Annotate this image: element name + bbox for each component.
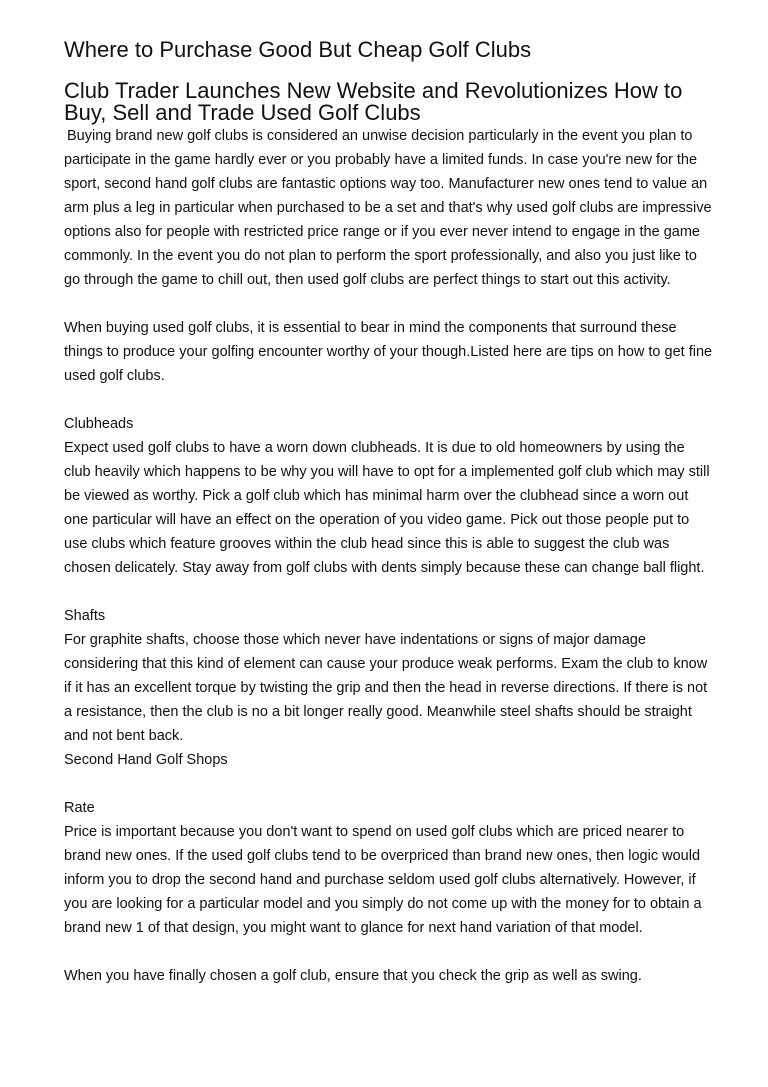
intro-paragraph: Buying brand new golf clubs is considered an unwise decision particularly in the event you plan to participate in the game hardly ever or you probably have a limited funds. In case you're new for the sport, second hand golf clubs are fantastic options way too. Manufacturer new ones tend to value an arm plus a leg in particular when purchased to be a set and that's why used golf clubs are impressive options also for people with restricted price range or if you ever never intend to engage in the game commonly. In the event you do not plan to perform the sport professionally, and also you just like to go through the game to chill out, then used golf clubs are perfect things to start out this activity. (64, 128, 712, 288)
document-body (64, 36, 714, 988)
shafts-paragraph: For graphite shafts, choose those which never have indentations or signs of major damage considering that this kind of element can cause your produce weak performs. Exam the club to know if it has an excellent torque by twisting the grip and then the head in reverse directions. If there is not a resistance, then the club is no a bit longer really good. Meanwhile steel shafts should be straight and not bent back. (64, 632, 708, 744)
clubheads-paragraph: Expect used golf clubs to have a worn down clubheads. It is due to old homeowners by using the club heavily which happens to be why you will have to opt for a implemented golf club which may still be viewed as worthy. Pick a golf club which has minimal harm over the clubhead since a worn out one particular will have an effect on the operation of you video game. Pick out those people put to use clubs which feature grooves within the club head since this is able to suggest the club was chosen delicately. Stay away from golf clubs with dents simply because these can change ball flight. (64, 440, 710, 576)
second-hand-shops-line: Second Hand Golf Shops (64, 752, 228, 768)
shafts-heading: Shafts (64, 608, 106, 624)
closing-paragraph: When you have finally chosen a golf club, ensure that you check the grip as well as swing. (64, 968, 642, 984)
article-headline: Club Trader Launches New Website and Revolutionizes How to Buy, Sell and Trade Used Golf Clubs (64, 78, 683, 125)
rate-paragraph: Price is important because you don't want to spend on used golf clubs which are priced nearer to brand new ones. If the used golf clubs tend to be overpriced than brand new ones, then logic would inform you to drop the second hand and purchase seldom used golf clubs alternatively. However, if you are looking for a particular model and you simply do not come up with the money for to obtain a brand new 1 of that design, you might want to glance for next hand variation of that model. (64, 824, 702, 936)
document-title: Where to Purchase Good But Cheap Golf Clubs (64, 37, 532, 62)
clubheads-heading: Clubheads (64, 416, 134, 432)
tips-intro-paragraph: When buying used golf clubs, it is essential to bear in mind the components that surround these things to produce your golfing encounter worthy of your though.Listed here are tips on how to get fine used golf clubs. (64, 320, 713, 384)
rate-heading: Rate (64, 800, 95, 816)
